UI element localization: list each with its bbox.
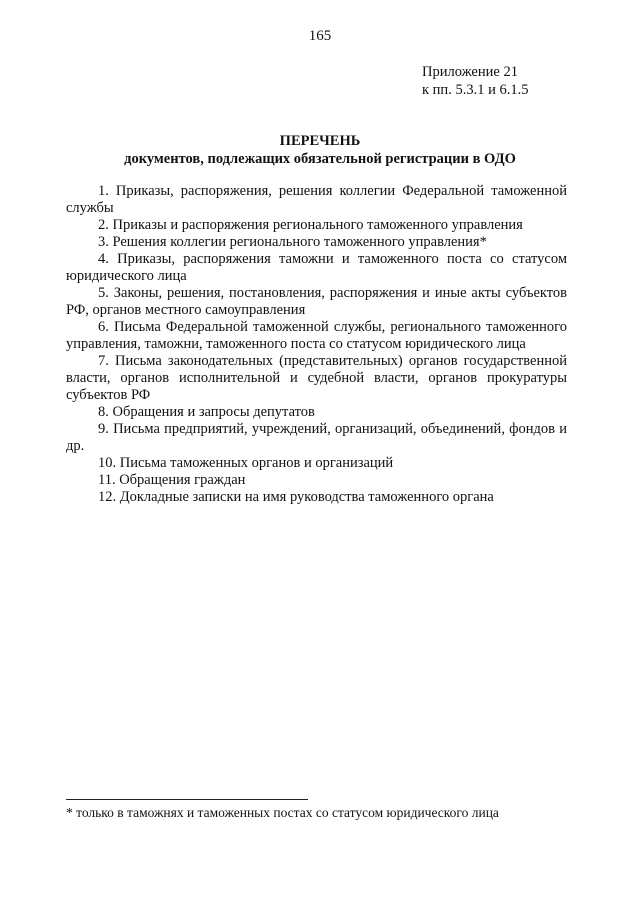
list-item: 1. Приказы, распоряжения, решения коллегии Федеральной таможенной службы [66, 183, 567, 216]
list-item: 4. Приказы, распоряжения таможни и таможенного поста со статусом юридического лица [66, 251, 567, 284]
appendix-number: Приложение 21 [422, 64, 518, 80]
appendix-reference [422, 63, 528, 99]
document-title [0, 132, 640, 168]
appendix-clauses: к пп. 5.3.1 и 6.1.5 [422, 82, 529, 98]
list-item: 6. Письма Федеральной таможенной службы, регионального таможенного управления, таможни, таможенного поста со статусом юридического лица [66, 319, 567, 352]
list-item: 5. Законы, решения, постановления, распоряжения и иные акты субъектов РФ, органов местного самоуправления [66, 285, 567, 318]
document-list [66, 183, 567, 506]
page-number: 165 [308, 28, 332, 44]
title-subheading: документов, подлежащих обязательной регистрации в ОДО [124, 151, 516, 167]
list-item: 2. Приказы и распоряжения регионального таможенного управления [98, 217, 523, 233]
list-item: 3. Решения коллегии регионального таможенного управления* [98, 234, 487, 250]
list-item: 11. Обращения граждан [98, 472, 246, 488]
list-item: 7. Письма законодательных (представительных) органов государственной власти, органов исполнительной и судебной власти, органов прокуратуры субъектов РФ [66, 353, 567, 403]
list-item: 9. Письма предприятий, учреждений, организаций, объединений, фондов и др. [66, 421, 567, 454]
title-heading: ПЕРЕЧЕНЬ [279, 133, 361, 149]
list-item: 12. Докладные записки на имя руководства таможенного органа [98, 489, 494, 505]
list-item: 10. Письма таможенных органов и организаций [98, 455, 394, 471]
list-item: 8. Обращения и запросы депутатов [98, 404, 315, 420]
footnote-divider [66, 799, 308, 800]
footnote: * только в таможнях и таможенных постах со статусом юридического лица [66, 805, 499, 820]
